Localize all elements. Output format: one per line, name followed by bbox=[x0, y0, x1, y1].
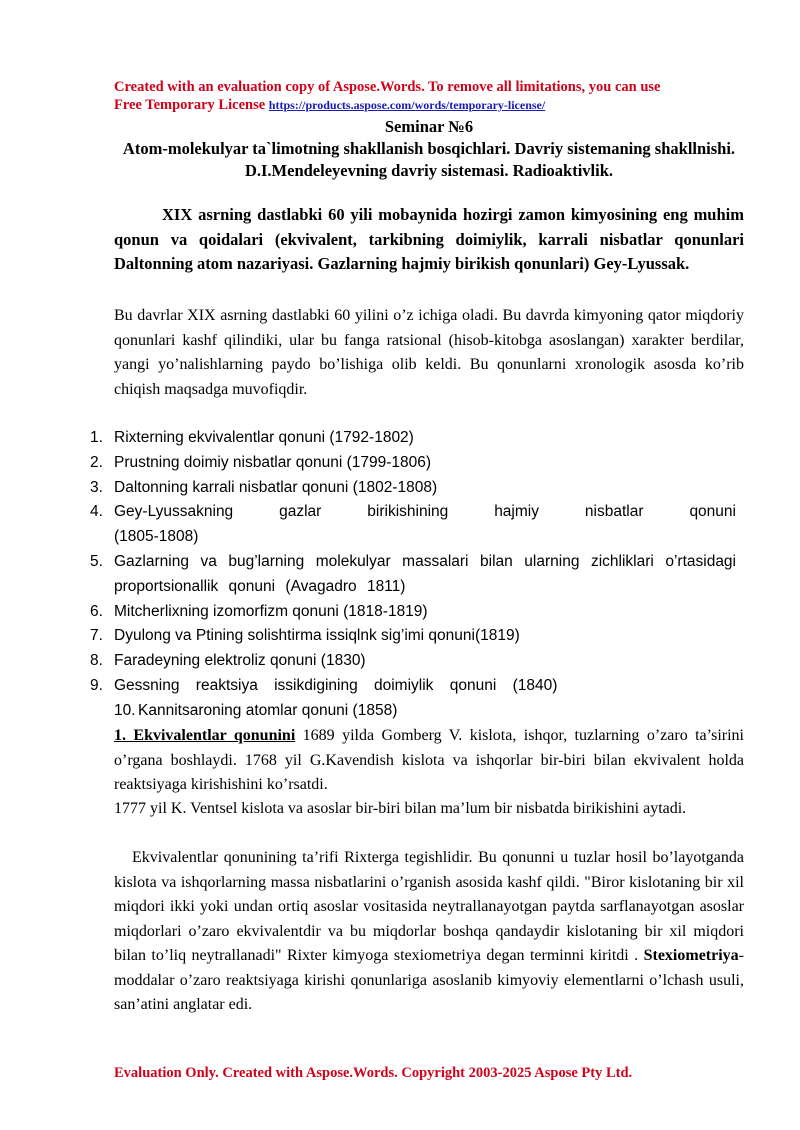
list-item bbox=[86, 699, 736, 724]
list-item-number: 5. bbox=[90, 552, 103, 570]
list-item bbox=[86, 649, 736, 674]
seminar-number: Seminar №6 bbox=[384, 117, 474, 136]
list-item-text: Gazlarning va bug’larning molekulyar massalari bilan ularning zichliklari o’rtasidagi proportsionallik qonuni (Avagadro 1811) bbox=[114, 552, 736, 595]
rixter-paragraph-text: Ekvivalentlar qonunining ta’rifi Rixterga tegishlidir. Bu qonunni u tuzlar hosil bo’layotganda kislota va ishqorlarning massa nisbatlarini o’rganish asosida kashf qildi. "Biror kislotaning bir xil miqdori ikki yoki undan ortiq asoslar vositasida neytrallanayotgan paytda sarflanayotgan asoslar miqdorlari o’zaro ekvivalentdir va bu miqdorlar boshqa qandaydir kislotaning bir xil miqdori bilan to’liq neytrallanadi" Rixter kimyoga stexiometriya degan terminni kiritdi . bbox=[114, 849, 744, 964]
section-equivalents bbox=[114, 724, 744, 798]
list-item-number: 6. bbox=[90, 602, 103, 620]
stoichiometry-term: Stexiometriya bbox=[643, 947, 739, 964]
list-item-number: 2. bbox=[90, 453, 103, 471]
evaluation-footer: Evaluation Only. Created with Aspose.Words. Copyright 2003-2025 Aspose Pty Ltd. bbox=[114, 1065, 633, 1081]
temporary-license-link[interactable]: https://products.aspose.com/words/temporary-license/ bbox=[268, 98, 546, 112]
list-item-number: 9. bbox=[90, 676, 103, 694]
list-item-text: Kannitsaroning atomlar qonuni (1858) bbox=[138, 701, 398, 719]
list-item bbox=[86, 500, 736, 550]
list-item bbox=[86, 674, 736, 699]
rixter-paragraph bbox=[114, 846, 744, 1018]
license-label: Free Temporary License bbox=[114, 97, 266, 113]
ventsel-paragraph: 1777 yil K. Ventsel kislota va asoslar bir-biri bilan ma’lum bir nisbatda birikishini aytadi. bbox=[114, 800, 687, 817]
rixter-paragraph-ending: -moddalar o’zaro reaktsiyaga kirishi qonunlariga asoslanib kimyoviy elementlarni o’lchash usuli, san’atini anglatar edi. bbox=[114, 947, 744, 1013]
list-item-text: Gey-Lyussakning gazlar birikishining hajmiy nisbatlar qonuni (1805-1808) bbox=[114, 503, 736, 546]
intro-paragraph: Bu davrlar XIX asrning dastlabki 60 yilini o’z ichiga oladi. Bu davrda kimyoning qator miqdoriy qonunlari kashf qilindiki, ular bu fanga ratsional (hisob-kitobga asoslangan) xarakter berdilar, yangi yo’nalishlarning paydo bo’lishiga olib keldi. Bu qonunlarni xronologik asosda ko’rib chiqish maqsadga muvofiqdir. bbox=[114, 307, 744, 398]
list-item-number: 7. bbox=[90, 627, 103, 645]
list-item-number: 1. bbox=[90, 429, 103, 446]
list-item-number: 8. bbox=[90, 652, 103, 670]
evaluation-notice-line1: Created with an evaluation copy of Aspose.Words. To remove all limitations, you can use bbox=[114, 79, 661, 95]
section-heading: 1. Ekvivalentlar qonunini bbox=[114, 727, 296, 744]
list-item-text: Faradeyning elektroliz qonuni (1830) bbox=[114, 652, 366, 670]
evaluation-notice bbox=[114, 78, 744, 114]
section-text: 1689 yilda Gomberg V. kislota, ishqor, tuzlarning o’zaro ta’sirini o’rgana boshlaydi. 1768 yil G.Kavendish kislota va ishqorlar bir-biri bilan ekvivalent holda reaktsiyaga kirishishini ko’rsatdi. bbox=[114, 727, 744, 793]
list-item-number: 10. bbox=[114, 701, 136, 719]
list-item bbox=[86, 426, 736, 451]
list-item-text: Mitcherlixning izomorfizm qonuni (1818-1819) bbox=[114, 602, 428, 620]
list-item bbox=[86, 600, 736, 625]
list-item-number: 3. bbox=[90, 478, 103, 496]
seminar-subtitle: Atom-molekulyar ta`limotning shakllanish bosqichlari. Davriy sistemaning shakllnishi. D.I.Mendeleyevning davriy sistemasi. Radioaktivlik. bbox=[122, 139, 736, 180]
list-item-text: Rixterning ekvivalentlar qonuni (1792-1802) bbox=[114, 429, 414, 446]
list-item-text: Dyulong va Ptining solishtirma issiqlnk sig’imi qonuni(1819) bbox=[114, 627, 520, 645]
laws-list bbox=[86, 426, 736, 724]
list-item bbox=[86, 451, 736, 476]
list-item bbox=[86, 550, 736, 600]
list-item-text: Gessning reaktsiya issikdigining doimiylik qonuni (1840) bbox=[114, 676, 558, 694]
list-item-text: Daltonning karrali nisbatlar qonuni (1802-1808) bbox=[114, 478, 438, 496]
list-item-text: Prustning doimiy nisbatlar qonuni (1799-1806) bbox=[114, 453, 432, 471]
list-item bbox=[86, 476, 736, 501]
document-title bbox=[114, 116, 744, 182]
lead-paragraph: XIX asrning dastlabki 60 yili mobaynida hozirgi zamon kimyosining eng muhim qonun va qoidalari (ekvivalent, tarkibning doimiylik, karrali nisbatlar qonunlari Daltonning atom nazariyasi. Gazlarning hajmiy birikish qonunlari) Gey-Lyussak. bbox=[114, 205, 744, 273]
list-item bbox=[86, 624, 736, 649]
evaluation-notice-line2 bbox=[114, 96, 744, 114]
list-item-number: 4. bbox=[90, 503, 103, 521]
